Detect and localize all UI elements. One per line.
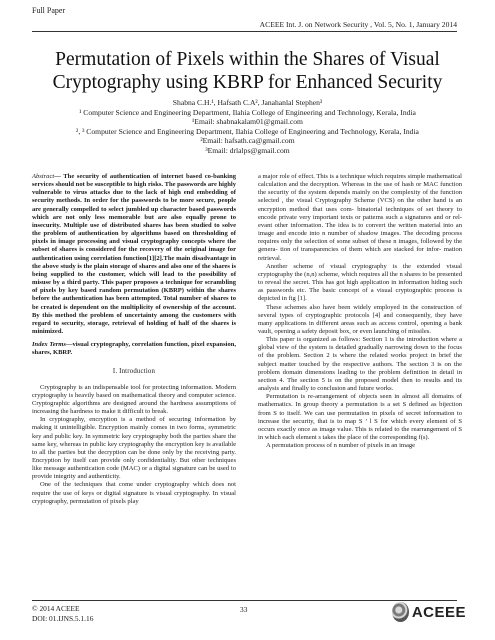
intro-paragraph-2: In cryptography, encryption is a method of securing information by making it unintelligible. Encryption mainly comes in two forms, symmetric key and public key. In symmetric key cryptography both the parties share the same key, whereas in public key cryptography the encryption key is available to all the parties but the decryption can be done only by the receiving party. Encryption by itself can provide only confidentiality. But other techniques like message authentication code (MAC) or a digital signature can be used to provide integrity and authenticity. bbox=[32, 416, 236, 481]
title-line-2: Cryptography using KBRP for Enhanced Security bbox=[52, 72, 443, 93]
right-paragraph-1: a major role of effect. This is a technique which requires simple mathematical calculation and the decryption. Whereas in the use of hash or MAC function the security of the system depends mainly on the complexity of the function selected , the visual Cryptography Scheme (VCS) on the other hand is an encryption method that uses com- binatorial techniques of set theory to encode private very important texts or patterns such a signatures and or rel- evant other information. The idea is to convert the written material into an image and encode into n number of shadow images. The decoding process requires only the selection of some subset of these n images, followed by the genera- tion of transparencies of them which are stacked for infor- mation retrieval. bbox=[258, 173, 462, 262]
intro-paragraph-1: Cryptography is an indispensable tool for protecting information. Modern cryptography is heavily based on mathematical theory and computer science. Cryptographic algorithms are designed around the hardness assumptions of increasing the hardness to make it difficult to break. bbox=[32, 383, 236, 416]
email-2: ²Email: hafsath.ca@gmail.com bbox=[200, 136, 295, 146]
intro-paragraph-3: One of the techniques that come under cryptography which does not require the use of keys or digital signature is visual cryptography. In visual cryptography, permutation of pixels play bbox=[32, 481, 236, 505]
section-heading-introduction: I. Introduction bbox=[112, 368, 156, 376]
aceee-logo-icon bbox=[392, 602, 409, 622]
abstract-text: — The security of authentication of internet based co-banking services should not be susceptible to high risks. The passwords are highly vulnerable to virus attacks due to the lack of high end embedding of security methods. In order for the passwords to be more secure, people are generally compelled to select jumbled up character based passwords which are not only less memorable but are also equally prone to insecurity. Multiple use of distributed shares has been studied to solve the problem of authentication by algorithms based on thresholding of pixels in image processing and visual cryptography concepts where the subset of shares is considered for the recovery of the original image for authentication using correlation function[1][2].The main disadvantage in the above study is the plain storage of shares and also one of the shares is being supplied to the customer, which will lead to the possibility of misuse by a third party. This paper proposes a technique for scrambling of pixels by key based random permutation (KBRP) within the shares before the authentication has been attempted. Total number of shares to be created is dependent on the multiplicity of ownership of the account. By this method the problem of uncertainty among the customers with regard to security, storage, retrieval of holding of half of the shares is minimized. bbox=[32, 173, 236, 335]
affiliation-2: ², ³ Computer Science and Engineering Department, Ilahia College of Engineering and Technology, Kerala, India bbox=[76, 126, 419, 136]
index-terms bbox=[32, 341, 236, 357]
copyright: © 2014 ACEEE bbox=[32, 604, 80, 613]
right-paragraph-6: A permutation process of n number of pixels in an image bbox=[266, 442, 416, 450]
left-column bbox=[32, 173, 236, 506]
aceee-logo-text: ACEEE bbox=[411, 603, 466, 621]
journal-citation-header: ACEEE Int. J. on Network Security , Vol. 5, No. 1, January 2014 bbox=[259, 20, 457, 29]
right-paragraph-3: These schemes also have been widely employed in the construction of several types of cryptographic protocols [4] and consequently, they have many applications in different areas such as access control, opening a bank vault, opening a safety deposit box, or even launching of missiles. bbox=[258, 303, 462, 335]
page-number: 33 bbox=[240, 605, 248, 614]
title-line-1: Permutation of Pixels within the Shares of Visual bbox=[55, 49, 440, 70]
author-block bbox=[40, 98, 455, 156]
abstract-label: Abstract bbox=[32, 173, 55, 180]
affiliation-1: ¹ Computer Science and Engineering Department, Ilahia College of Engineering and Technology, Kerala, India bbox=[79, 107, 416, 117]
doi: DOI: 01.IJNS.5.1.16 bbox=[32, 613, 94, 623]
abstract bbox=[32, 173, 236, 336]
email-1: ¹Email: shabnakalam01@gmail.com bbox=[192, 117, 303, 127]
aceee-logo bbox=[392, 601, 466, 623]
right-column bbox=[258, 173, 462, 450]
email-3: ³Email: drlalps@gmail.com bbox=[205, 145, 290, 155]
right-paragraph-2: Another scheme of visual cryptography is the extended visual cryptography the (n,n) scheme, which requires all the n shares to be presented to reveal the secret. This has got high application in information hiding such as passwords etc. The basic concept of a visual cryptographic process is depicted in fig [1]. bbox=[258, 262, 462, 303]
header-rule bbox=[32, 31, 457, 32]
index-terms-text: —visual cryptography, correlation function, pixel expansion, shares, KBRP. bbox=[32, 341, 236, 357]
paper-title bbox=[40, 48, 455, 94]
footer-info bbox=[32, 604, 93, 623]
right-paragraph-5: Permutation is re-arrangement of objects seen in almost all domains of mathematics. In group theory a permutation is a set S defined as bijection from S to itself. We can use permutation in pixels of secret information to increase the security, that is to map S ’ l S for which every element of S occurs exactly once as image value. This is related to the rearrangement of S in which each element s takes the place of the corresponding f(s). bbox=[258, 393, 462, 441]
author-names: Shabna C.H.¹, Hafsath C.A², Janahanlal Stephen³ bbox=[172, 98, 323, 107]
right-paragraph-4: This paper is organized as follows: Section 1 is the introduction where a global view of the system is detailed gradually narrowing down to the focus of the problem. Section 2 is where the related works project in brief the subject matter touched by the respective authors. The section 3 is on the problem domain dimensions leading to the problem definition in detail in section 4. The section 5 is on the proposed model then to results and its analysis and finally to conclusion and future works. bbox=[258, 336, 462, 393]
running-header-left: Full Paper bbox=[32, 6, 66, 15]
index-terms-label: Index Terms bbox=[32, 341, 66, 349]
